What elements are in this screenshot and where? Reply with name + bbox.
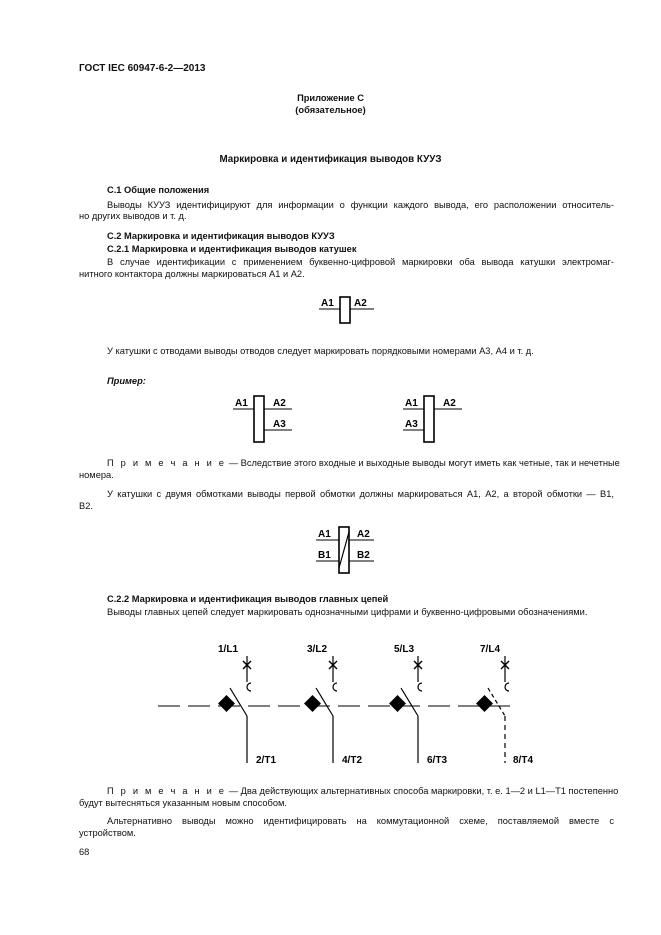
- main-circuit-diagram: [150, 636, 550, 771]
- coil-terminal-a1-label: A1: [405, 398, 418, 409]
- coil-terminal-a2-label: A2: [273, 398, 286, 409]
- tapped-coil-diagram-right: [400, 392, 470, 446]
- coil-terminal-a1-label: A1: [318, 529, 331, 540]
- pole-4: [477, 644, 534, 766]
- note-1-label: П р и м е ч а н и е: [107, 458, 227, 468]
- annex-title: Приложение С: [297, 93, 364, 103]
- coil-symbol: [424, 396, 434, 442]
- dual-coil-text-line2: В2.: [79, 501, 93, 511]
- section-c1-title: С.1 Общие положения: [107, 185, 210, 195]
- coil-terminal-a3-label: A3: [405, 419, 418, 430]
- pole-4-top-label: 7/L4: [480, 644, 501, 655]
- section-c1-text-line1: Выводы КУУЗ идентифицируют для информации о функции каждого вывода, его расположении относитель-: [107, 200, 614, 210]
- coil-terminal-a2-label: A2: [354, 298, 367, 309]
- annex-subtitle: (обязательное): [295, 105, 366, 115]
- winding-divider: [339, 532, 349, 568]
- tapped-coil-diagram-left: [230, 392, 300, 446]
- coil-terminal-a2-label: A2: [443, 398, 456, 409]
- section-c22-text: Выводы главных цепей следует маркировать однозначными цифрами и буквенно-цифровыми обозначениями.: [107, 607, 588, 617]
- pole-1-top-label: 1/L1: [218, 644, 239, 655]
- coil-symbol: [254, 396, 264, 442]
- coil-terminal-a1-label: A1: [235, 398, 248, 409]
- alt-text-line2: устройством.: [79, 828, 136, 838]
- tapped-coil-text: У катушки с отводами выводы отводов следует маркировать порядковыми номерами А3, А4 и т. д.: [107, 346, 534, 356]
- section-c21-title: С.2.1 Маркировка и идентификация выводов катушек: [107, 244, 357, 254]
- section-c1-text-line2: но других выводов и т. д.: [79, 211, 187, 221]
- pole-3-top-label: 5/L3: [394, 644, 415, 655]
- coil-symbol: [340, 297, 350, 323]
- note-2-text-line1: — Два действующих альтернативных способа маркировки, т. е. 1—2 и L1—T1 постепенно: [226, 786, 619, 796]
- coil-terminal-a1-label: A1: [321, 298, 334, 309]
- alt-text-line1: Альтернативно выводы можно идентифицировать на коммутационной схеме, поставляемой вместе с: [107, 816, 614, 826]
- coil-terminal-a3-label: A3: [273, 419, 286, 430]
- note-1-text-line1: — Вследствие этого входные и выходные выводы могут иметь как четные, так и нечетные: [226, 458, 620, 468]
- pole-2-top-label: 3/L2: [307, 644, 328, 655]
- note-2: [107, 785, 618, 797]
- pole-1: [218, 644, 276, 766]
- note-1: [107, 457, 620, 469]
- pole-3: [390, 644, 448, 766]
- section-c22-title: С.2.2 Маркировка и идентификация выводов главных цепей: [107, 594, 389, 604]
- pole-3-bottom-label: 6/T3: [427, 755, 448, 766]
- note-2-label: П р и м е ч а н и е: [107, 786, 227, 796]
- dual-winding-coil-diagram: [312, 522, 382, 580]
- dual-coil-text-line1: У катушки с двумя обмотками выводы первой обмотки должны маркироваться А1, А2, а второй обмотки — В1,: [107, 489, 614, 499]
- note-2-text-line2: будут вытесняться указанным новым способом.: [79, 798, 287, 808]
- pole-1-bottom-label: 2/T1: [256, 755, 277, 766]
- pole-4-bottom-label: 8/T4: [513, 755, 534, 766]
- coil-diagram-simple: [310, 292, 380, 328]
- page-number: 68: [79, 847, 90, 857]
- section-c21-text-line1: В случае идентификации с применением буквенно-цифровой маркировки оба вывода катушки электромаг-: [107, 257, 614, 267]
- section-c21-text-line2: нитного контактора должны маркироваться А1 и А2.: [79, 269, 305, 279]
- coil-terminal-a2-label: A2: [357, 529, 370, 540]
- pole-2: [305, 644, 363, 766]
- example-label: Пример:: [107, 376, 146, 386]
- standard-header: ГОСТ IEC 60947-6-2—2013: [79, 63, 206, 74]
- section-c2-title: С.2 Маркировка и идентификация выводов КУУЗ: [107, 231, 335, 241]
- pole-2-bottom-label: 4/T2: [342, 755, 363, 766]
- note-1-text-line2: номера.: [79, 470, 114, 480]
- coil-terminal-b2-label: B2: [357, 550, 370, 561]
- coil-terminal-b1-label: B1: [318, 550, 331, 561]
- annex-heading: Маркировка и идентификация выводов КУУЗ: [219, 154, 442, 165]
